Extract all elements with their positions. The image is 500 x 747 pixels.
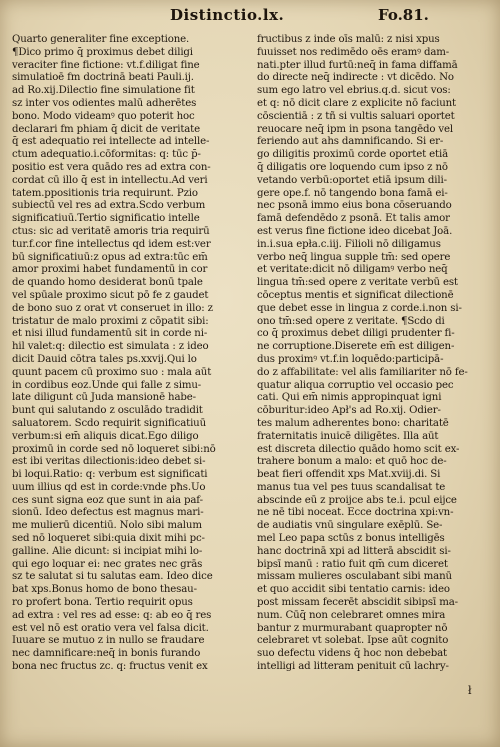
right-column-line: missam mulieres osculabant sibi manū — [257, 571, 452, 583]
right-column-line: gere ope.f. nō tangendo bona famā ei- — [257, 187, 448, 199]
left-column-line: bona nec fructus zc. q: fructus venit ex — [12, 661, 208, 673]
right-column-line: celebraret vt solebat. Ipse aūt cognito — [257, 635, 449, 647]
right-column-line: ono tm̄:sed opere z veritate. ¶Scdo di — [257, 315, 445, 327]
right-column-line: et quo accidit sibi tentatio carnis: ideo — [257, 584, 450, 596]
left-column-line: est vel nō est oratio vera vel falsa dicit. — [12, 622, 209, 634]
left-column-line: bunt qui salutando z osculādo tradidit — [12, 405, 203, 417]
left-column-line: simulatioē fm doctrinā beati Pauli.ij. — [12, 72, 194, 84]
right-column-line: est discreta dilectio quādo homo scit ex- — [257, 443, 460, 455]
left-column-line: ¶Dico primo q̄ proximus debet diligi — [12, 46, 193, 58]
page-header — [0, 6, 500, 30]
left-column-line: positio est vera quādo res ad extra con- — [12, 161, 211, 173]
left-column-line: amor proximi habet fundamentū in cor — [12, 264, 208, 276]
left-column-line: quunt pacem cū proximo suo : mala aūt — [12, 366, 212, 378]
left-column-line: tur.f.cor fine intellectus qd idem est:ver — [12, 238, 211, 250]
right-column-line: est verus fine fictione ideo dicebat Joā. — [257, 225, 453, 237]
left-column-line: bono. Modo videamꝰ quo poterit hoc — [12, 110, 195, 122]
left-column-line: declarari fm phiam q̄ dicit de veritate — [12, 123, 201, 135]
right-column-line: cōburitur:ideo Apł's ad Ro.xij. Odier- — [257, 405, 441, 417]
right-column-line: post missam fecerēt abscidit sibipsī ma- — [257, 597, 458, 609]
right-column-line: hanc doctrinā xpi ad litterā abscidit si- — [257, 545, 451, 557]
left-column-line: ctum adequatio.i.cōformitas: q: tūc p̄- — [12, 149, 201, 161]
left-column-line: late diligunt cū Juda mansionē habe- — [12, 392, 196, 404]
left-column-line: proximū in corde sed nō loqueret sibi:nō — [12, 443, 216, 455]
folio-number: Fo.81. — [378, 6, 429, 24]
left-column-line: bū significatiuū:z opus ad extra:tūc em̄ — [12, 251, 208, 263]
left-column-line: tristatur de malo proximi z cōpatit sibi: — [12, 315, 209, 327]
left-column-line: cordat cū illo q̄ est in intellectu.Ad veri — [12, 174, 208, 186]
left-column-line: q̄ est adequatio rei intellecte ad intelle- — [12, 136, 210, 148]
right-column-line: cōceptus mentis et significat dilectionē — [257, 289, 454, 301]
right-column-line: feriendo aut ahs damnificando. Si er- — [257, 136, 444, 148]
left-column-line: Quarto generaliter fine exceptione. — [12, 34, 190, 45]
left-column-line: verbum:si em̄ aliquis dicat.Ego diligo — [12, 430, 199, 442]
right-column-line: beat fieri offendit xps Mat.xviij.di. Si — [257, 469, 441, 481]
right-column-line: fructibus z inde oīs malū: z nisi xpus — [257, 34, 440, 45]
left-column-line: ad Ro.xij.Dilectio fine simulatione fit — [12, 85, 195, 97]
left-column-line: uum illius qd est in corde:vnde pħs.Uo — [12, 481, 206, 493]
right-column-line: q̄ diligatis ore loquendo cum ipso z nō — [257, 161, 448, 173]
right-column-line: reuocare neq̄ ipm in psona tangēdo vel — [257, 123, 454, 135]
right-column-line: co q̄ proximus debet diligi prudenter fi- — [257, 328, 455, 340]
left-column-line: ces sunt signa eoz que sunt in aia paf- — [12, 494, 203, 506]
left-column-line: nec damnificare:neq̄ in bonis furando — [12, 648, 201, 660]
right-column-line: verbo neq̄ lingua supple tm̄: sed opere — [257, 251, 451, 263]
right-column-line: bantur z murmurabant quapropter nō — [257, 622, 448, 634]
left-column-line: subiectū vel res ad extra.Scdo verbum — [12, 200, 206, 212]
left-column-line: ro profert bona. Tertio requirit opus — [12, 597, 193, 609]
left-column-line: significatiuū.Tertio significatio intelle — [12, 213, 200, 225]
right-column-line: dus proximꝰ vt.f.in loquēdo:participā- — [257, 353, 444, 365]
left-column-line: hil valet:q: dilectio est simulata : z ideo — [12, 341, 209, 353]
left-text-column — [12, 34, 234, 674]
left-column-line: sz inter vos odientes malū adherētes — [12, 97, 197, 109]
right-column-line: cati. Qui em̄ nimis appropinquat igni — [257, 392, 442, 404]
left-column-line: saluatorem. Scdo requirit significatiuū — [12, 417, 206, 429]
left-column-line: Iuuare se mutuo z in nullo se fraudare — [12, 635, 205, 647]
right-text-column — [257, 34, 479, 674]
right-column-line: et q: nō dicit clare z explicite nō faciunt — [257, 97, 456, 109]
right-column-line: in.i.sua epła.c.iij. Filioli nō diligamus — [257, 238, 441, 250]
right-column-line: ne corruptione.Diserete em̄ est diligen- — [257, 341, 455, 353]
left-column-line: sz te salutat si tu salutas eam. Ideo dice — [12, 571, 213, 583]
left-column-line: galline. Alie dicunt: si incipiat mihi lo- — [12, 545, 203, 557]
left-column-line: dicit Dauid cōtra tales ps.xxvij.Qui lo — [12, 353, 197, 365]
right-column-line: de audiatis vnū singulare exēplū. Se- — [257, 520, 443, 532]
right-column-line: intelligi ad litteram penituit cū lachry- — [257, 661, 449, 673]
left-column-line: bi loqui.Ratio: q: verbum est significati — [12, 469, 208, 481]
right-column-line: go diligitis proximū corde oportet etiā — [257, 149, 448, 161]
signature-mark: ł — [468, 684, 472, 697]
left-column-line: in cordibus eoz.Unde qui falle z simu- — [12, 379, 202, 391]
right-column-line: lingua tm̄:sed opere z veritate verbū est — [257, 277, 458, 289]
right-column-line: bipsī manū : ratio fuit qm̄ cum diceret — [257, 558, 448, 570]
right-column-line: nati.pter illud furtū:neq̄ in fama diffamā — [257, 59, 458, 71]
left-column-line: tatem.ppositionis tria requirunt. Pzio — [12, 187, 198, 199]
left-column-line: de bono suo z orat vt conseruet in illo: z — [12, 302, 213, 314]
running-title: Distinctio.lx. — [170, 6, 285, 24]
right-column-line: et veritate:dicit nō diligamꝰ verbo neq̄ — [257, 264, 448, 276]
right-column-line: do directe neq̄ indirecte : vt dicēdo. No — [257, 72, 454, 84]
right-column-line: famā defendēdo z psonā. Et talis amor — [257, 213, 450, 225]
left-column-line: sed nō loqueret sibi:quia dixit mihi pc- — [12, 533, 205, 545]
right-column-line: suo defectu videns q̄ hoc non debebat — [257, 648, 447, 660]
right-column-line: cōscientiā : z tñ si vultis saluari oportet — [257, 110, 455, 122]
left-column-line: veraciter fine fictione: vt.f.diligat fine — [12, 59, 200, 71]
left-column-line: bat xps.Bonus homo de bono thesau- — [12, 584, 197, 596]
right-column-line: do z affabilitate: vel alis familiariter nō fe- — [257, 366, 468, 378]
right-column-line: que debet esse in lingua z corde.i.non si- — [257, 302, 462, 314]
right-column-line: vetando verbū:oportet etiā ipsum dili- — [257, 174, 447, 186]
right-column-line: ne nē tibi noceat. Ecce doctrina xpi:vn- — [257, 507, 454, 519]
left-column-line: ad extra : vel res ad esse: q: ab eo q̄ res — [12, 609, 212, 621]
left-column-line: ctus: sic ad veritatē amoris tria requirū — [12, 225, 210, 237]
left-column-line: de quando homo desiderat bonū tpale — [12, 277, 203, 289]
left-column-line: et nisi illud fundamentū sit in corde ni- — [12, 328, 208, 340]
right-column-line: fraternitatis inuicē diligētes. Illa aūt — [257, 430, 439, 442]
left-column-line: qui ego loquar ei: nec grates nec grās — [12, 558, 203, 570]
right-column-line: abscinde eū z proijce abs te.i. pcul eijce — [257, 494, 457, 506]
right-column-line: manus tua vel pes tuus scandalisat te — [257, 481, 446, 493]
right-column-line: tes malum adherentes bono: charitatē — [257, 417, 449, 429]
left-column-line: vel spūale proximo sicut pō fe z gaudet — [12, 289, 209, 301]
left-column-line: me mulierū dicentiū. Nolo sibi malum — [12, 520, 202, 532]
right-column-line: mel Leo papa sctūs z bonus intelligēs — [257, 533, 445, 545]
right-column-line: nec psonā immo eius bona cōseruando — [257, 200, 452, 212]
right-column-line: trahere bonum a malo: et quō hoc de- — [257, 456, 447, 468]
right-column-line: quatur aliqua corruptio vel occasio pec — [257, 379, 454, 391]
right-column-line: num. Cūq̄ non celebraret omnes mira — [257, 609, 446, 621]
left-column-line: est ibi veritas dilectionis:ideo debet si- — [12, 456, 206, 468]
left-column-line: sionū. Ideo defectus est magnus mari- — [12, 507, 204, 519]
right-column-line: fuuisset nos redimēdo oēs eramꝰ dam- — [257, 46, 450, 58]
right-column-line: sum ego latro vel ebrius.q.d. sicut vos: — [257, 85, 451, 97]
